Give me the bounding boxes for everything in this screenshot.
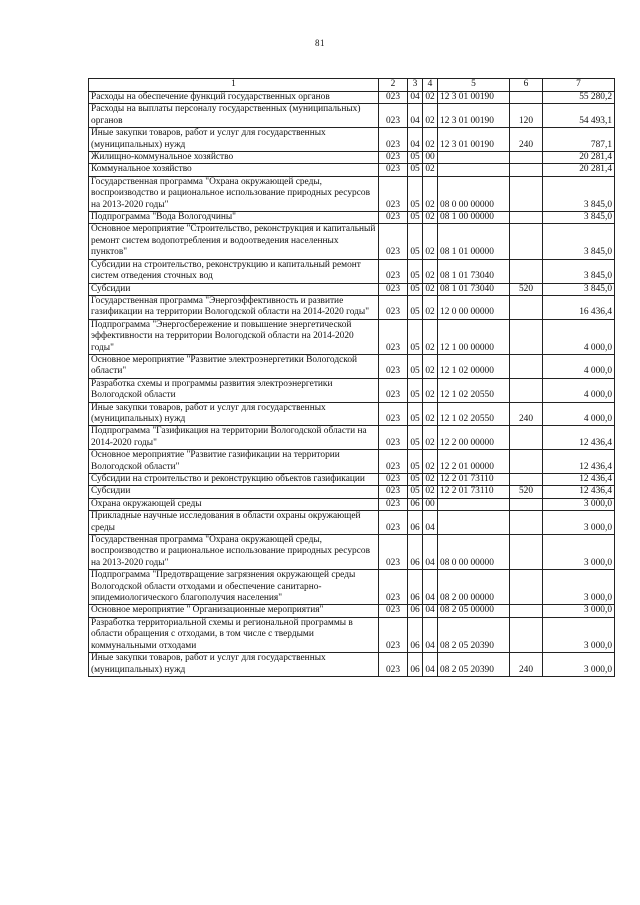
expense-type-cell: 240 — [510, 653, 543, 677]
table-row — [89, 295, 615, 319]
table-row — [89, 498, 615, 510]
grbs-code-cell: 023 — [379, 259, 408, 283]
expense-type-cell — [510, 152, 543, 164]
section-code-cell: 05 — [408, 486, 423, 498]
section-code-cell: 06 — [408, 570, 423, 605]
table-row — [89, 450, 615, 474]
subsection-code-cell: 02 — [423, 450, 438, 474]
subsection-code-cell: 02 — [423, 164, 438, 176]
row-name-cell: Подпрограмма "Энергосбережение и повышение энергетической эффективности на территории Вологодской области на 2014-2020 годы" — [89, 319, 379, 354]
subsection-code-cell: 02 — [423, 319, 438, 354]
expense-type-cell: 240 — [510, 128, 543, 152]
row-name-cell: Прикладные научные исследования в области охраны окружающей среды — [89, 511, 379, 535]
table-header-row — [89, 79, 615, 92]
target-article-cell — [438, 164, 510, 176]
row-name-cell: Государственная программа "Энергоэффективность и развитие газификации на территории Вологодской области на 2014-2020 годы" — [89, 295, 379, 319]
section-code-cell: 05 — [408, 354, 423, 378]
table-row — [89, 104, 615, 128]
amount-cell: 3 845,0 — [543, 212, 615, 224]
target-article-cell: 08 1 00 00000 — [438, 212, 510, 224]
subsection-code-cell: 04 — [423, 653, 438, 677]
row-name-cell: Субсидии — [89, 486, 379, 498]
section-code-cell: 04 — [408, 128, 423, 152]
row-name-cell: Подпрограмма "Газификация на территории Вологодской области на 2014-2020 годы" — [89, 426, 379, 450]
expense-type-cell: 120 — [510, 104, 543, 128]
grbs-code-cell: 023 — [379, 426, 408, 450]
expense-type-cell — [510, 498, 543, 510]
subsection-code-cell: 02 — [423, 176, 438, 211]
expense-type-cell — [510, 319, 543, 354]
section-code-cell: 05 — [408, 176, 423, 211]
amount-cell: 3 000,0 — [543, 511, 615, 535]
row-name-cell: Субсидии — [89, 283, 379, 295]
row-name-cell: Государственная программа "Охрана окружающей среды, воспроизводство и рациональное использование природных ресурсов на 2013-2020 годы" — [89, 176, 379, 211]
section-code-cell: 05 — [408, 295, 423, 319]
section-code-cell: 05 — [408, 426, 423, 450]
table-row — [89, 402, 615, 426]
subsection-code-cell: 04 — [423, 511, 438, 535]
amount-cell: 4 000,0 — [543, 378, 615, 402]
expense-type-cell — [510, 378, 543, 402]
grbs-code-cell: 023 — [379, 319, 408, 354]
target-article-cell: 12 2 01 73110 — [438, 486, 510, 498]
row-name-cell: Государственная программа "Охрана окружающей среды, воспроизводство и рациональное использование природных ресурсов на 2013-2020 годы" — [89, 535, 379, 570]
amount-cell: 16 436,4 — [543, 295, 615, 319]
subsection-code-cell: 02 — [423, 128, 438, 152]
table-row — [89, 486, 615, 498]
header-cell: 6 — [510, 79, 543, 92]
row-name-cell: Основное мероприятие "Развитие газификации на территории Вологодской области" — [89, 450, 379, 474]
subsection-code-cell: 02 — [423, 402, 438, 426]
subsection-code-cell: 00 — [423, 498, 438, 510]
expense-type-cell — [510, 92, 543, 104]
grbs-code-cell: 023 — [379, 212, 408, 224]
target-article-cell: 12 1 02 20550 — [438, 378, 510, 402]
page-number: 81 — [315, 38, 325, 48]
subsection-code-cell: 04 — [423, 570, 438, 605]
expense-type-cell — [510, 224, 543, 259]
table-row — [89, 354, 615, 378]
section-code-cell: 06 — [408, 511, 423, 535]
table-row — [89, 152, 615, 164]
expense-type-cell — [510, 259, 543, 283]
amount-cell: 3 845,0 — [543, 176, 615, 211]
subsection-code-cell: 02 — [423, 486, 438, 498]
target-article-cell: 08 0 00 00000 — [438, 535, 510, 570]
amount-cell: 12 436,4 — [543, 486, 615, 498]
table-row — [89, 283, 615, 295]
amount-cell: 4 000,0 — [543, 354, 615, 378]
expense-type-cell — [510, 212, 543, 224]
expense-type-cell — [510, 426, 543, 450]
subsection-code-cell: 02 — [423, 259, 438, 283]
grbs-code-cell: 023 — [379, 498, 408, 510]
table-row — [89, 605, 615, 617]
target-article-cell: 12 0 00 00000 — [438, 295, 510, 319]
amount-cell: 3 000,0 — [543, 570, 615, 605]
expense-type-cell — [510, 511, 543, 535]
table-row — [89, 92, 615, 104]
section-code-cell: 05 — [408, 450, 423, 474]
section-code-cell: 06 — [408, 653, 423, 677]
row-name-cell: Иные закупки товаров, работ и услуг для государственных (муниципальных) нужд — [89, 653, 379, 677]
header-cell: 5 — [438, 79, 510, 92]
header-cell: 3 — [408, 79, 423, 92]
grbs-code-cell: 023 — [379, 378, 408, 402]
expense-type-cell — [510, 354, 543, 378]
row-name-cell: Коммунальное хозяйство — [89, 164, 379, 176]
grbs-code-cell: 023 — [379, 92, 408, 104]
section-code-cell: 06 — [408, 498, 423, 510]
section-code-cell: 05 — [408, 224, 423, 259]
expense-type-cell: 520 — [510, 486, 543, 498]
grbs-code-cell: 023 — [379, 104, 408, 128]
expense-type-cell: 240 — [510, 402, 543, 426]
row-name-cell: Подпрограмма "Вода Вологодчины" — [89, 212, 379, 224]
row-name-cell: Подпрограмма "Предотвращение загрязнения окружающей среды Вологодской области отходами и обеспечение санитарно-эпидемиологического благополучия населения" — [89, 570, 379, 605]
target-article-cell: 08 2 05 20390 — [438, 617, 510, 652]
amount-cell: 3 000,0 — [543, 605, 615, 617]
section-code-cell: 04 — [408, 104, 423, 128]
grbs-code-cell: 023 — [379, 486, 408, 498]
expense-type-cell — [510, 176, 543, 211]
target-article-cell: 08 2 00 00000 — [438, 570, 510, 605]
target-article-cell: 08 1 01 73040 — [438, 283, 510, 295]
expense-type-cell: 520 — [510, 283, 543, 295]
row-name-cell: Разработка территориальной схемы и региональной программы в области обращения с отходами, в том числе с твердыми коммунальными отходами — [89, 617, 379, 652]
table-row — [89, 176, 615, 211]
amount-cell: 787,1 — [543, 128, 615, 152]
row-name-cell: Основное мероприятие "Строительство, реконструкция и капитальный ремонт систем водопотребления и водоотведения населенных пунктов" — [89, 224, 379, 259]
expense-type-cell — [510, 164, 543, 176]
table-row — [89, 224, 615, 259]
table-row — [89, 570, 615, 605]
header-cell: 2 — [379, 79, 408, 92]
target-article-cell — [438, 511, 510, 535]
grbs-code-cell: 023 — [379, 402, 408, 426]
table-row — [89, 164, 615, 176]
row-name-cell: Жилищно-коммунальное хозяйство — [89, 152, 379, 164]
subsection-code-cell: 02 — [423, 354, 438, 378]
section-code-cell: 06 — [408, 605, 423, 617]
row-name-cell: Разработка схемы и программы развития электроэнергетики Вологодской области — [89, 378, 379, 402]
subsection-code-cell: 02 — [423, 92, 438, 104]
subsection-code-cell: 02 — [423, 212, 438, 224]
target-article-cell: 12 2 01 73110 — [438, 474, 510, 486]
grbs-code-cell: 023 — [379, 653, 408, 677]
grbs-code-cell: 023 — [379, 176, 408, 211]
grbs-code-cell: 023 — [379, 617, 408, 652]
target-article-cell: 12 3 01 00190 — [438, 92, 510, 104]
target-article-cell: 08 1 01 73040 — [438, 259, 510, 283]
amount-cell: 20 281,4 — [543, 152, 615, 164]
subsection-code-cell: 02 — [423, 426, 438, 450]
section-code-cell: 04 — [408, 92, 423, 104]
grbs-code-cell: 023 — [379, 152, 408, 164]
amount-cell: 4 000,0 — [543, 402, 615, 426]
amount-cell: 4 000,0 — [543, 319, 615, 354]
grbs-code-cell: 023 — [379, 283, 408, 295]
header-cell: 4 — [423, 79, 438, 92]
target-article-cell — [438, 152, 510, 164]
table-body — [89, 92, 615, 677]
amount-cell: 54 493,1 — [543, 104, 615, 128]
target-article-cell: 12 3 01 00190 — [438, 128, 510, 152]
expense-type-cell — [510, 605, 543, 617]
expense-type-cell — [510, 570, 543, 605]
grbs-code-cell: 023 — [379, 535, 408, 570]
grbs-code-cell: 023 — [379, 450, 408, 474]
amount-cell: 3 000,0 — [543, 617, 615, 652]
row-name-cell: Субсидии на строительство и реконструкцию объектов газификации — [89, 474, 379, 486]
row-name-cell: Субсидии на строительство, реконструкцию и капитальный ремонт систем отведения сточных вод — [89, 259, 379, 283]
amount-cell: 12 436,4 — [543, 474, 615, 486]
grbs-code-cell: 023 — [379, 128, 408, 152]
section-code-cell: 06 — [408, 617, 423, 652]
section-code-cell: 05 — [408, 283, 423, 295]
target-article-cell: 12 1 02 20550 — [438, 402, 510, 426]
amount-cell: 3 000,0 — [543, 535, 615, 570]
section-code-cell: 05 — [408, 474, 423, 486]
budget-table — [88, 78, 615, 677]
expense-type-cell — [510, 295, 543, 319]
table-row — [89, 653, 615, 677]
table-row — [89, 212, 615, 224]
row-name-cell: Основное мероприятие " Организационные мероприятия" — [89, 605, 379, 617]
target-article-cell: 08 1 01 00000 — [438, 224, 510, 259]
grbs-code-cell: 023 — [379, 354, 408, 378]
target-article-cell: 08 0 00 00000 — [438, 176, 510, 211]
subsection-code-cell: 00 — [423, 152, 438, 164]
section-code-cell: 05 — [408, 378, 423, 402]
amount-cell: 20 281,4 — [543, 164, 615, 176]
expense-type-cell — [510, 474, 543, 486]
section-code-cell: 05 — [408, 259, 423, 283]
subsection-code-cell: 02 — [423, 104, 438, 128]
table-row — [89, 259, 615, 283]
amount-cell: 12 436,4 — [543, 426, 615, 450]
grbs-code-cell: 023 — [379, 511, 408, 535]
table-row — [89, 378, 615, 402]
grbs-code-cell: 023 — [379, 164, 408, 176]
row-name-cell: Охрана окружающей среды — [89, 498, 379, 510]
section-code-cell: 05 — [408, 164, 423, 176]
section-code-cell: 06 — [408, 535, 423, 570]
subsection-code-cell: 02 — [423, 224, 438, 259]
grbs-code-cell: 023 — [379, 224, 408, 259]
target-article-cell: 08 2 05 00000 — [438, 605, 510, 617]
section-code-cell: 05 — [408, 152, 423, 164]
table-row — [89, 426, 615, 450]
row-name-cell: Расходы на выплаты персоналу государственных (муниципальных) органов — [89, 104, 379, 128]
subsection-code-cell: 04 — [423, 605, 438, 617]
section-code-cell: 05 — [408, 319, 423, 354]
target-article-cell: 08 2 05 20390 — [438, 653, 510, 677]
target-article-cell: 12 2 01 00000 — [438, 450, 510, 474]
target-article-cell — [438, 498, 510, 510]
section-code-cell: 05 — [408, 402, 423, 426]
header-cell: 1 — [89, 79, 379, 92]
grbs-code-cell: 023 — [379, 295, 408, 319]
amount-cell: 3 845,0 — [543, 283, 615, 295]
row-name-cell: Иные закупки товаров, работ и услуг для государственных (муниципальных) нужд — [89, 402, 379, 426]
subsection-code-cell: 04 — [423, 617, 438, 652]
table-row — [89, 617, 615, 652]
amount-cell: 3 000,0 — [543, 498, 615, 510]
table-row — [89, 511, 615, 535]
row-name-cell: Расходы на обеспечение функций государственных органов — [89, 92, 379, 104]
subsection-code-cell: 02 — [423, 295, 438, 319]
target-article-cell: 12 1 00 00000 — [438, 319, 510, 354]
subsection-code-cell: 04 — [423, 535, 438, 570]
amount-cell: 3 000,0 — [543, 653, 615, 677]
target-article-cell: 12 2 00 00000 — [438, 426, 510, 450]
target-article-cell: 12 3 01 00190 — [438, 104, 510, 128]
expense-type-cell — [510, 617, 543, 652]
grbs-code-cell: 023 — [379, 605, 408, 617]
amount-cell: 3 845,0 — [543, 259, 615, 283]
subsection-code-cell: 02 — [423, 474, 438, 486]
subsection-code-cell: 02 — [423, 283, 438, 295]
expense-type-cell — [510, 450, 543, 474]
table-row — [89, 474, 615, 486]
subsection-code-cell: 02 — [423, 378, 438, 402]
table-row — [89, 128, 615, 152]
amount-cell: 3 845,0 — [543, 224, 615, 259]
target-article-cell: 12 1 02 00000 — [438, 354, 510, 378]
table-row — [89, 535, 615, 570]
section-code-cell: 05 — [408, 212, 423, 224]
table-row — [89, 319, 615, 354]
grbs-code-cell: 023 — [379, 570, 408, 605]
amount-cell: 12 436,4 — [543, 450, 615, 474]
amount-cell: 55 280,2 — [543, 92, 615, 104]
row-name-cell: Основное мероприятие "Развитие электроэнергетики Вологодской области" — [89, 354, 379, 378]
row-name-cell: Иные закупки товаров, работ и услуг для государственных (муниципальных) нужд — [89, 128, 379, 152]
expense-type-cell — [510, 535, 543, 570]
grbs-code-cell: 023 — [379, 474, 408, 486]
header-cell: 7 — [543, 79, 615, 92]
